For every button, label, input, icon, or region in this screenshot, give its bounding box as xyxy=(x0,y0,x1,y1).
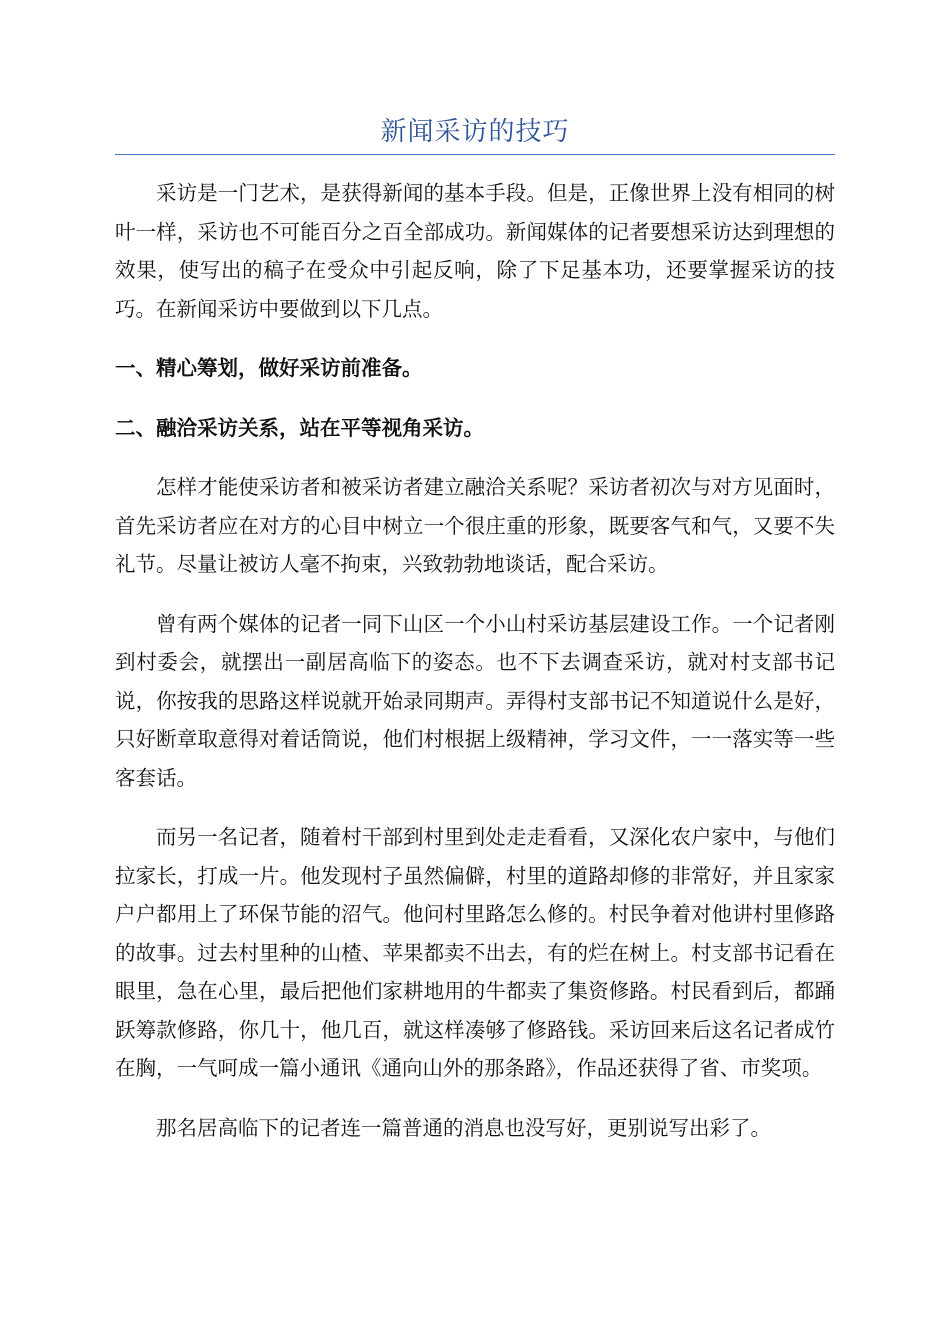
section-heading-1: 一、精心筹划，做好采访前准备。 xyxy=(115,356,423,380)
paragraph-rapport: 怎样才能使采访者和被采访者建立融洽关系呢？采访者初次与对方见面时，首先采访者应在对方的心目中树立一个很庄重的形象，既要客气和气，又要不失礼节。尽量让被访人毫不拘束，兴致勃勃地谈话，配合采访。 xyxy=(115,475,835,576)
title-underline xyxy=(115,154,835,155)
intro-paragraph: 采访是一门艺术，是获得新闻的基本手段。但是，正像世界上没有相同的树叶一样，采访也不可能百分之百全部成功。新闻媒体的记者要想采访达到理想的效果，使写出的稿子在受众中引起反响，除了下足基本功，还要掌握采访的技巧。在新闻采访中要做到以下几点。 xyxy=(115,181,835,321)
page-title: 新闻采访的技巧 xyxy=(380,117,570,147)
paragraph-example-second-reporter: 而另一名记者，随着村干部到村里到处走走看看，又深化农户家中，与他们拉家长，打成一片。他发现村子虽然偏僻，村里的道路却修的非常好，并且家家户户都用上了环保节能的沼气。他问村里路怎么修的。村民争着对他讲村里修路的故事。过去村里种的山楂、苹果都卖不出去，有的烂在树上。村支部书记看在眼里，急在心里，最后把他们家耕地用的牛都卖了集资修路。村民看到后，都踊跃筹款修路，你几十，他几百，就这样凑够了修路钱。采访回来后这名记者成竹在胸，一气呵成一篇小通讯《通向山外的那条路》，作品还获得了省、市奖项。 xyxy=(115,825,835,1080)
document-body xyxy=(115,174,835,1168)
section-heading-2: 二、融洽采访关系，站在平等视角采访。 xyxy=(115,415,484,440)
paragraph-conclusion: 那名居高临下的记者连一篇普通的消息也没写好，更别说写出彩了。 xyxy=(156,1115,771,1140)
paragraph-example-first-reporter: 曾有两个媒体的记者一同下山区一个小山村采访基层建设工作。一个记者刚到村委会，就摆出一副居高临下的姿态。也不下去调查采访，就对村支部书记说，你按我的思路这样说就开始录同期声。弄得村支部书记不知道说什么是好，只好断章取意得对着话筒说，他们村根据上级精神，学习文件，一一落实等一些客套话。 xyxy=(115,611,835,790)
